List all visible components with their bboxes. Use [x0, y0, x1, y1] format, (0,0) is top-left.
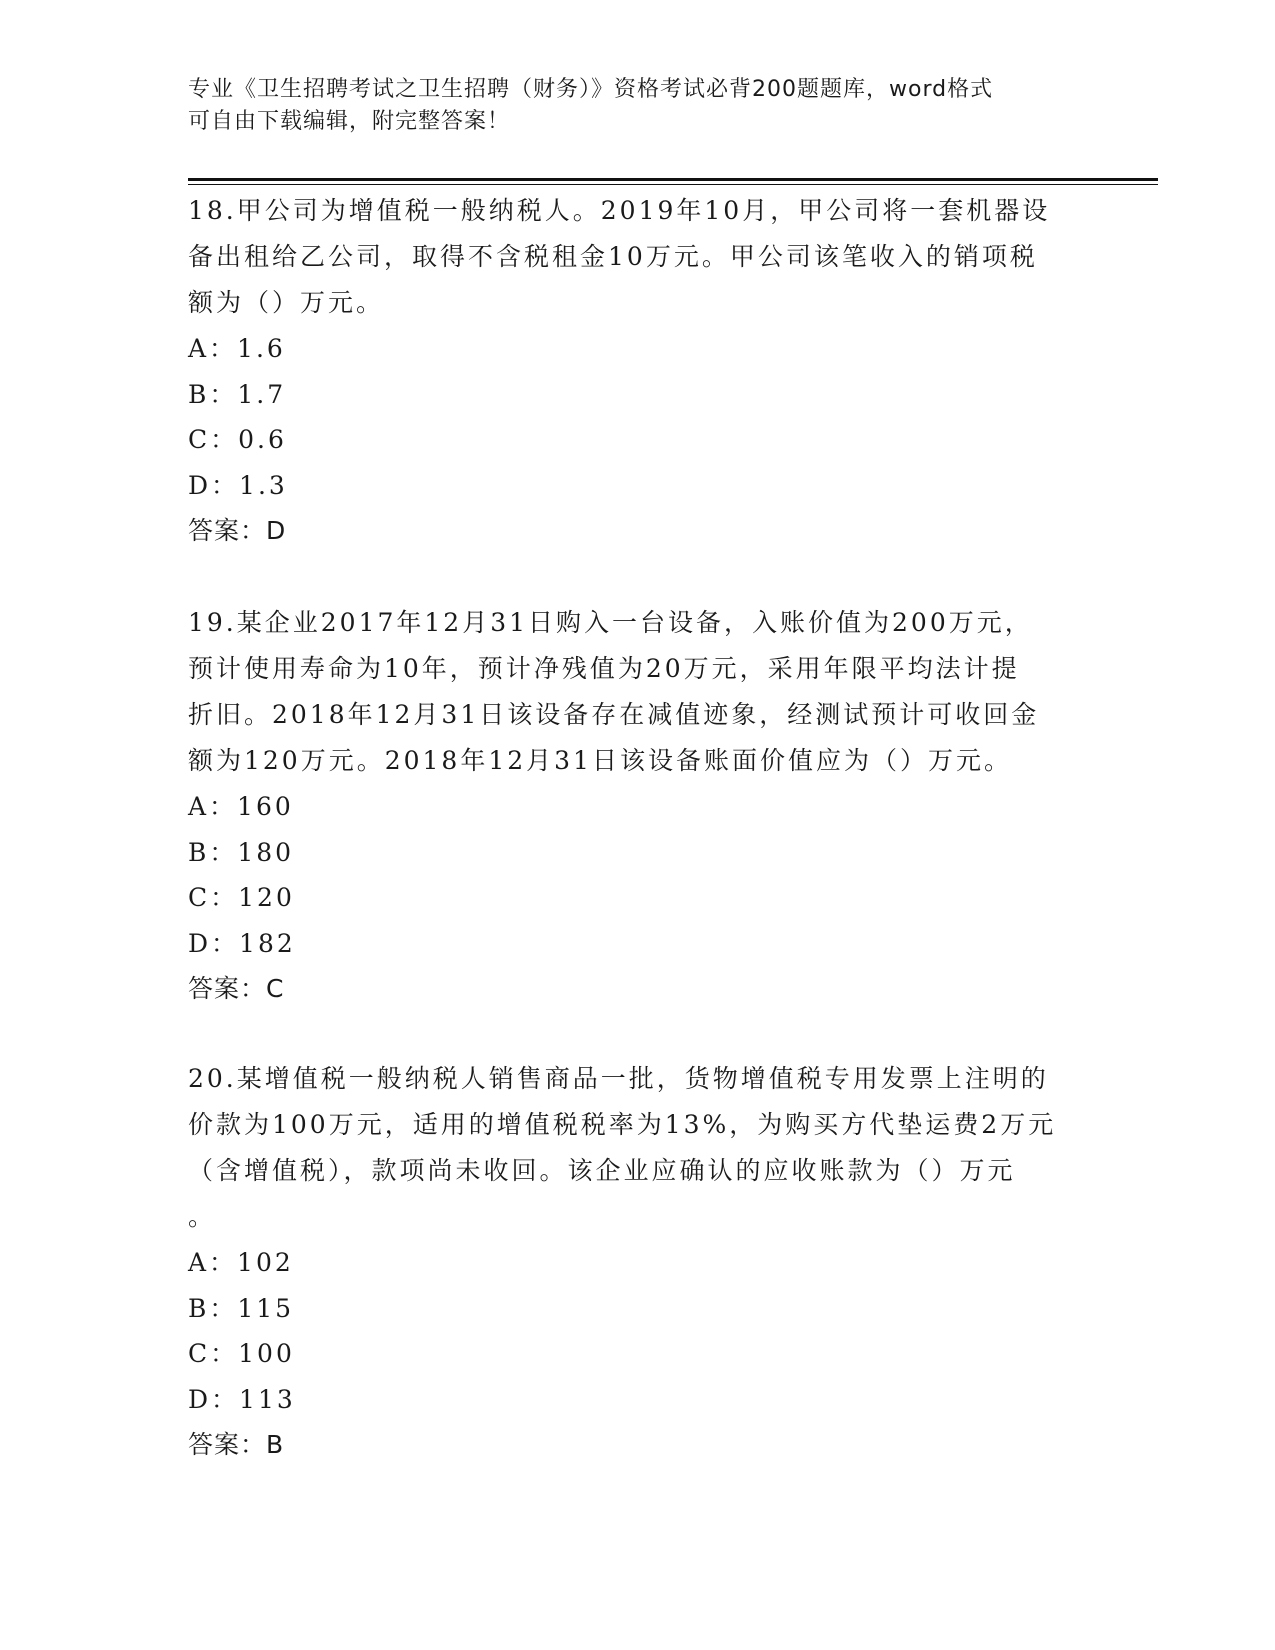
question-stem — [188, 600, 1088, 784]
option-b: B：1.7 — [188, 379, 287, 409]
answer-label: 答案：D — [188, 516, 287, 545]
option-d: D：1.3 — [188, 470, 288, 500]
question-18 — [188, 188, 1088, 554]
option-a: A：1.6 — [188, 334, 286, 363]
option-c: C：100 — [188, 1339, 295, 1368]
answer-label: 答案：C — [188, 974, 285, 1003]
header-divider-thick — [188, 178, 1158, 181]
option-a: A：102 — [188, 1248, 294, 1277]
stem-line: 价款为100万元，适用的增值税税率为13%，为购买方代垫运费2万元 — [188, 1110, 1057, 1139]
question-19 — [188, 600, 1088, 1012]
stem-line: 额为（）万元。 — [188, 288, 385, 317]
header-divider-thin — [188, 184, 1158, 185]
stem-line: 预计使用寿命为10年，预计净残值为20万元，采用年限平均法计提 — [188, 654, 1020, 683]
option-d: D：113 — [188, 1384, 296, 1414]
stem-line: 折旧。2018年12月31日该设备存在减值迹象，经测试预计可收回金 — [188, 700, 1040, 729]
option-c: C：120 — [188, 883, 295, 912]
document-header — [188, 74, 1088, 138]
stem-line: （含增值税），款项尚未收回。该企业应确认的应收账款为（）万元 — [188, 1156, 1016, 1185]
header-line-2: 可自由下载编辑，附完整答案！ — [188, 109, 511, 134]
option-b: B：115 — [188, 1293, 295, 1323]
option-d: D：182 — [188, 928, 296, 958]
stem-line: 19.某企业2017年12月31日购入一台设备，入账价值为200万元， — [188, 608, 1033, 637]
question-20 — [188, 1056, 1088, 1468]
stem-line: 额为120万元。2018年12月31日该设备账面价值应为（）万元。 — [188, 746, 1012, 775]
stem-line: 备出租给乙公司，取得不含税租金10万元。甲公司该笔收入的销项税 — [188, 242, 1038, 271]
option-b: B：180 — [188, 837, 295, 867]
stem-line: 。 — [188, 1202, 217, 1231]
option-a: A：160 — [188, 792, 294, 821]
stem-line: 20.某增值税一般纳税人销售商品一批，货物增值税专用发票上注明的 — [188, 1064, 1049, 1093]
stem-line: 18.甲公司为增值税一般纳税人。2019年10月，甲公司将一套机器设 — [188, 196, 1051, 225]
question-stem — [188, 188, 1088, 326]
question-stem — [188, 1056, 1088, 1240]
answer-label: 答案：B — [188, 1430, 285, 1459]
header-line-1: 专业《卫生招聘考试之卫生招聘（财务）》资格考试必背200题题库，word格式 — [188, 77, 994, 102]
option-c: C：0.6 — [188, 425, 287, 454]
